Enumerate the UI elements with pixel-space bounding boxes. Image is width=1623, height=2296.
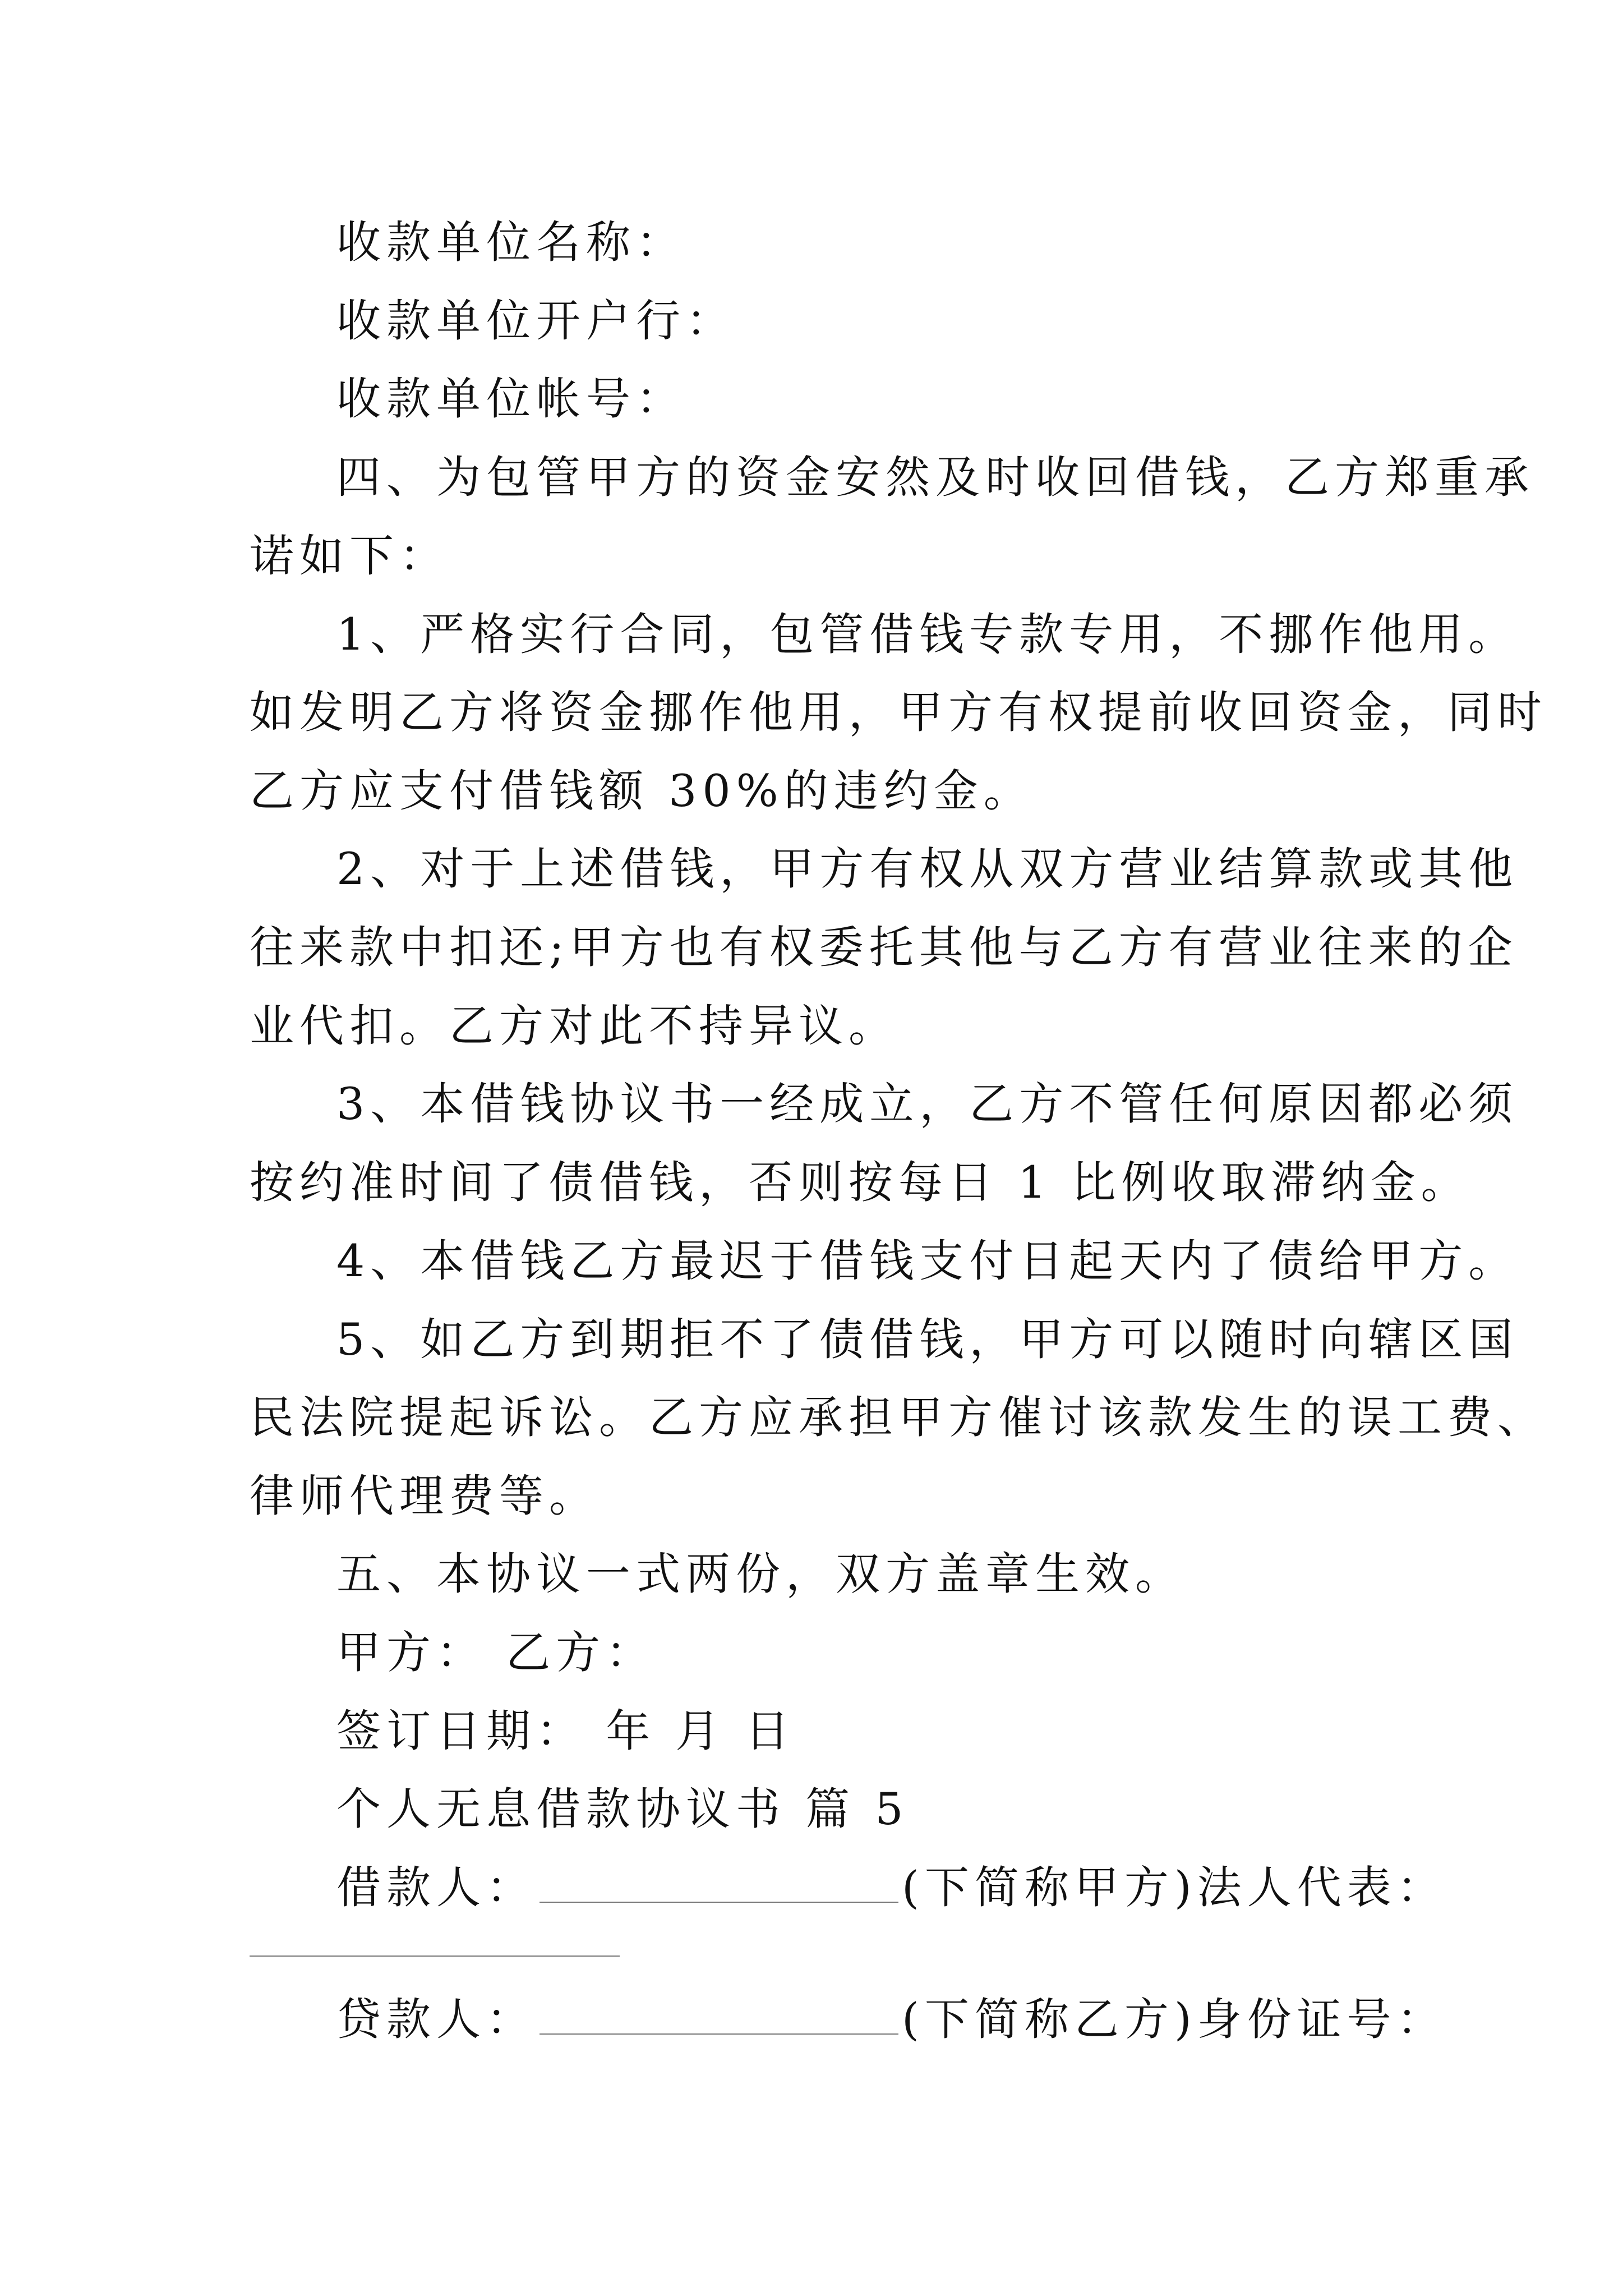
item-5-line-2: 民法院提起诉讼。乙方应承担甲方催讨该款发生的误工费、: [250, 1392, 1547, 1443]
party-signature-line: 甲方： 乙方：: [336, 1627, 656, 1678]
borrower-blank: [540, 1862, 898, 1903]
lender-blank: [540, 1994, 898, 2035]
lender-line: [336, 1991, 1447, 2047]
item-2-line-2: 往来款中扣还;甲方也有权委托其他与乙方有营业往来的企: [250, 922, 1518, 973]
item-1-line-1: 1、严格实行合同，包管借钱专款专用，不挪作他用。: [336, 609, 1519, 660]
payee-bank-line: 收款单位开户行：: [336, 295, 736, 347]
item-4-line: 4、本借钱乙方最迟于借钱支付日起天内了债给甲方。: [336, 1235, 1519, 1287]
item-1-line-3: 乙方应支付借钱额 30%的违约金。: [250, 765, 1034, 817]
lender-suffix: (下简称乙方)身份证号：: [902, 1994, 1447, 2045]
item-5-line-1: 5、如乙方到期拒不了债借钱，甲方可以随时向辖区国: [336, 1314, 1519, 1365]
lender-label: 贷款人：: [336, 1994, 536, 2045]
section-title: 个人无息借款协议书 篇 5: [336, 1783, 909, 1835]
item-1-line-2: 如发明乙方将资金挪作他用，甲方有权提前收回资金，同时: [250, 687, 1547, 738]
borrower-label: 借款人：: [336, 1862, 536, 1913]
sign-date-line: 签订日期： 年 月 日: [336, 1705, 795, 1757]
item-2-line-1: 2、对于上述借钱，甲方有权从双方营业结算款或其他: [336, 843, 1519, 895]
legal-rep-blank: [250, 1955, 620, 1957]
borrower-suffix: (下简称甲方)法人代表：: [902, 1862, 1447, 1913]
borrower-line: [336, 1860, 1447, 1916]
clause-4-heading-cont: 诺如下：: [250, 530, 449, 582]
clause-5-line: 五、本协议一式两份，双方盖章生效。: [336, 1548, 1185, 1600]
item-2-line-3: 业代扣。乙方对此不持异议。: [250, 1000, 898, 1052]
clause-4-heading: 四、为包管甲方的资金安然及时收回借钱，乙方郑重承: [336, 452, 1534, 503]
item-3-line-2: 按约准时间了债借钱，否则按每日 1 比例收取滞纳金。: [250, 1157, 1471, 1208]
payee-name-line: 收款单位名称：: [336, 217, 686, 268]
item-5-line-3: 律师代理费等。: [250, 1470, 599, 1522]
item-3-line-1: 3、本借钱协议书一经成立，乙方不管任何原因都必须: [336, 1078, 1519, 1130]
payee-account-line: 收款单位帐号：: [336, 373, 686, 425]
